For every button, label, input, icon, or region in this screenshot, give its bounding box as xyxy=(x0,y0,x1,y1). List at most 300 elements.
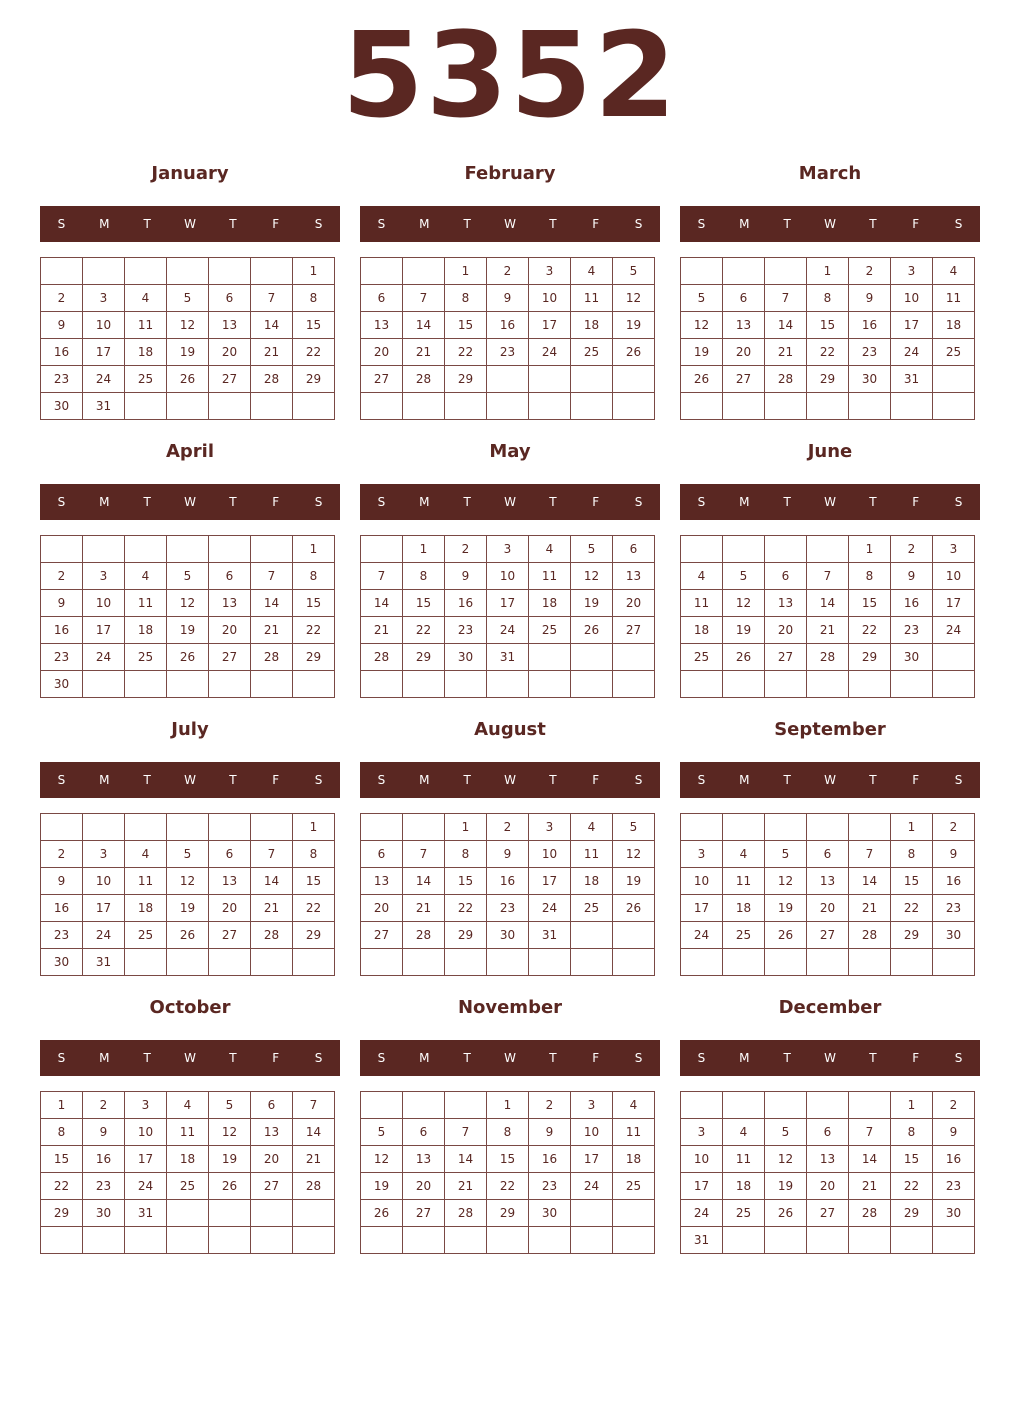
day-cell: 9 xyxy=(487,841,529,868)
day-cell: 25 xyxy=(723,1200,765,1227)
day-cell xyxy=(807,671,849,698)
weekday-label: W xyxy=(184,217,196,231)
week-row xyxy=(681,1200,975,1227)
day-cell: 14 xyxy=(403,868,445,895)
day-cell: 20 xyxy=(723,339,765,366)
day-cell: 16 xyxy=(83,1146,125,1173)
day-cell: 16 xyxy=(487,868,529,895)
day-cell: 3 xyxy=(681,841,723,868)
week-row xyxy=(681,393,975,420)
day-cell: 11 xyxy=(613,1119,655,1146)
day-cell: 16 xyxy=(487,312,529,339)
day-cell: 23 xyxy=(849,339,891,366)
day-cell: 30 xyxy=(41,393,83,420)
day-cell xyxy=(83,536,125,563)
day-cell: 22 xyxy=(487,1173,529,1200)
day-cell: 5 xyxy=(613,258,655,285)
day-cell xyxy=(529,644,571,671)
day-cell: 22 xyxy=(891,895,933,922)
day-cell xyxy=(487,949,529,976)
weekday-label: F xyxy=(912,495,920,509)
week-row xyxy=(361,1173,655,1200)
day-cell: 6 xyxy=(807,841,849,868)
day-cell xyxy=(361,1227,403,1254)
week-row xyxy=(361,868,655,895)
day-cell: 2 xyxy=(487,814,529,841)
day-cell: 3 xyxy=(681,1119,723,1146)
day-cell: 10 xyxy=(83,590,125,617)
day-cell: 2 xyxy=(83,1092,125,1119)
day-cell: 10 xyxy=(891,285,933,312)
day-cell: 20 xyxy=(613,590,655,617)
day-cell xyxy=(571,671,613,698)
day-cell: 29 xyxy=(41,1200,83,1227)
day-cell: 9 xyxy=(83,1119,125,1146)
day-grid xyxy=(360,813,655,976)
day-cell: 21 xyxy=(361,617,403,644)
week-row xyxy=(681,1119,975,1146)
day-cell: 22 xyxy=(293,339,335,366)
day-cell: 13 xyxy=(765,590,807,617)
day-grid xyxy=(360,257,655,420)
weekday-label: T xyxy=(229,495,237,509)
week-row xyxy=(681,841,975,868)
day-cell xyxy=(849,814,891,841)
weekday-label: W xyxy=(184,773,196,787)
day-cell: 6 xyxy=(613,536,655,563)
day-cell xyxy=(167,671,209,698)
day-cell xyxy=(209,1200,251,1227)
weekday-header xyxy=(40,1040,340,1076)
day-cell: 11 xyxy=(571,285,613,312)
weekday-label: F xyxy=(272,773,280,787)
day-cell xyxy=(765,536,807,563)
day-cell: 26 xyxy=(361,1200,403,1227)
day-cell: 22 xyxy=(41,1173,83,1200)
day-cell: 15 xyxy=(293,590,335,617)
week-row xyxy=(361,841,655,868)
week-row xyxy=(361,949,655,976)
day-cell: 20 xyxy=(403,1173,445,1200)
month-title: October xyxy=(149,997,231,1018)
day-cell xyxy=(723,1227,765,1254)
day-cell: 24 xyxy=(681,1200,723,1227)
day-cell xyxy=(933,366,975,393)
day-cell: 26 xyxy=(723,644,765,671)
day-cell: 6 xyxy=(251,1092,293,1119)
day-cell: 24 xyxy=(681,922,723,949)
day-cell: 1 xyxy=(487,1092,529,1119)
day-cell: 7 xyxy=(361,563,403,590)
day-cell: 30 xyxy=(83,1200,125,1227)
day-cell: 1 xyxy=(445,258,487,285)
day-cell: 13 xyxy=(723,312,765,339)
weekday-label: W xyxy=(824,773,836,787)
day-cell: 23 xyxy=(41,644,83,671)
day-cell: 3 xyxy=(529,814,571,841)
weekday-label: T xyxy=(783,217,791,231)
day-cell xyxy=(361,949,403,976)
day-cell: 20 xyxy=(765,617,807,644)
week-row xyxy=(361,393,655,420)
day-cell: 26 xyxy=(765,922,807,949)
weekday-label: T xyxy=(143,1051,151,1065)
weekday-label: W xyxy=(184,1051,196,1065)
day-cell: 19 xyxy=(765,895,807,922)
day-cell: 17 xyxy=(891,312,933,339)
day-cell: 15 xyxy=(403,590,445,617)
week-row xyxy=(361,1200,655,1227)
week-row xyxy=(681,868,975,895)
week-row xyxy=(361,671,655,698)
day-cell xyxy=(209,671,251,698)
day-cell xyxy=(571,366,613,393)
day-cell: 9 xyxy=(849,285,891,312)
day-cell: 22 xyxy=(849,617,891,644)
week-row xyxy=(681,1092,975,1119)
day-cell xyxy=(293,949,335,976)
weekday-header xyxy=(360,206,660,242)
day-cell: 30 xyxy=(41,671,83,698)
day-cell xyxy=(403,671,445,698)
weekday-label: S xyxy=(377,217,386,231)
day-cell: 17 xyxy=(83,617,125,644)
week-row xyxy=(681,1146,975,1173)
day-cell: 10 xyxy=(933,563,975,590)
day-cell: 25 xyxy=(933,339,975,366)
day-cell xyxy=(403,814,445,841)
day-cell: 1 xyxy=(849,536,891,563)
day-cell: 9 xyxy=(487,285,529,312)
day-cell: 17 xyxy=(125,1146,167,1173)
day-cell: 13 xyxy=(209,312,251,339)
week-row xyxy=(41,814,335,841)
day-cell: 17 xyxy=(529,312,571,339)
day-cell xyxy=(613,366,655,393)
day-cell: 23 xyxy=(933,1173,975,1200)
day-cell xyxy=(167,393,209,420)
day-cell xyxy=(681,1092,723,1119)
day-cell: 29 xyxy=(403,644,445,671)
day-cell: 4 xyxy=(125,563,167,590)
week-row xyxy=(41,671,335,698)
day-cell: 4 xyxy=(125,841,167,868)
day-cell: 22 xyxy=(807,339,849,366)
weekday-label: F xyxy=(912,1051,920,1065)
day-cell xyxy=(361,1092,403,1119)
weekday-label: F xyxy=(912,773,920,787)
day-cell: 12 xyxy=(167,590,209,617)
day-cell: 15 xyxy=(891,868,933,895)
day-cell: 26 xyxy=(613,339,655,366)
day-cell: 7 xyxy=(251,841,293,868)
day-cell: 24 xyxy=(571,1173,613,1200)
day-cell: 31 xyxy=(487,644,529,671)
day-cell: 25 xyxy=(529,617,571,644)
day-cell: 4 xyxy=(529,536,571,563)
weekday-label: M xyxy=(739,773,750,787)
day-cell xyxy=(613,1200,655,1227)
day-cell: 28 xyxy=(361,644,403,671)
day-cell: 2 xyxy=(487,258,529,285)
day-cell: 8 xyxy=(41,1119,83,1146)
day-cell: 1 xyxy=(807,258,849,285)
day-cell: 19 xyxy=(209,1146,251,1173)
day-cell xyxy=(125,949,167,976)
day-cell: 9 xyxy=(41,590,83,617)
day-cell: 2 xyxy=(933,1092,975,1119)
day-cell xyxy=(83,258,125,285)
weekday-label: F xyxy=(272,217,280,231)
day-cell xyxy=(487,1227,529,1254)
weekday-label: S xyxy=(57,217,66,231)
day-cell: 22 xyxy=(445,339,487,366)
day-cell: 20 xyxy=(209,895,251,922)
week-row xyxy=(41,536,335,563)
day-cell: 14 xyxy=(251,590,293,617)
weekday-label: T xyxy=(869,1051,877,1065)
day-cell: 13 xyxy=(361,312,403,339)
day-grid xyxy=(360,1091,655,1254)
day-cell: 18 xyxy=(571,312,613,339)
day-cell xyxy=(681,949,723,976)
day-cell: 16 xyxy=(933,1146,975,1173)
day-cell: 5 xyxy=(681,285,723,312)
day-cell: 2 xyxy=(41,285,83,312)
weekday-label: S xyxy=(954,1051,963,1065)
day-cell: 14 xyxy=(251,312,293,339)
day-cell: 18 xyxy=(723,1173,765,1200)
day-cell: 19 xyxy=(167,895,209,922)
weekday-label: S xyxy=(634,773,643,787)
day-cell: 10 xyxy=(529,841,571,868)
day-cell: 5 xyxy=(765,1119,807,1146)
week-row xyxy=(361,285,655,312)
day-cell: 19 xyxy=(613,868,655,895)
day-cell xyxy=(571,949,613,976)
day-cell: 14 xyxy=(403,312,445,339)
day-cell xyxy=(849,1227,891,1254)
day-cell xyxy=(613,393,655,420)
day-cell: 9 xyxy=(529,1119,571,1146)
day-cell xyxy=(933,393,975,420)
day-cell: 14 xyxy=(445,1146,487,1173)
week-row xyxy=(361,814,655,841)
day-grid xyxy=(360,535,655,698)
day-cell: 1 xyxy=(891,814,933,841)
day-cell: 13 xyxy=(807,1146,849,1173)
day-cell: 10 xyxy=(125,1119,167,1146)
day-cell xyxy=(209,258,251,285)
day-cell: 24 xyxy=(83,922,125,949)
day-cell xyxy=(681,393,723,420)
day-cell: 28 xyxy=(251,366,293,393)
day-cell: 18 xyxy=(529,590,571,617)
week-row xyxy=(361,1227,655,1254)
day-cell: 14 xyxy=(251,868,293,895)
day-cell xyxy=(723,1092,765,1119)
day-cell: 28 xyxy=(765,366,807,393)
day-cell: 1 xyxy=(891,1092,933,1119)
day-cell xyxy=(209,393,251,420)
weekday-label: W xyxy=(504,217,516,231)
day-cell xyxy=(487,393,529,420)
day-cell: 20 xyxy=(209,339,251,366)
week-row xyxy=(41,285,335,312)
day-cell: 7 xyxy=(849,1119,891,1146)
day-cell: 20 xyxy=(209,617,251,644)
week-row xyxy=(41,1227,335,1254)
weekday-label: S xyxy=(697,495,706,509)
day-cell: 23 xyxy=(487,895,529,922)
day-cell: 26 xyxy=(167,922,209,949)
day-cell: 19 xyxy=(613,312,655,339)
year-title: 5352 xyxy=(341,6,679,144)
weekday-header xyxy=(680,762,980,798)
day-cell: 16 xyxy=(529,1146,571,1173)
week-row xyxy=(361,1092,655,1119)
day-cell xyxy=(293,393,335,420)
weekday-label: T xyxy=(463,495,471,509)
day-cell xyxy=(723,671,765,698)
day-cell xyxy=(807,536,849,563)
week-row xyxy=(361,339,655,366)
day-cell: 4 xyxy=(167,1092,209,1119)
weekday-label: S xyxy=(697,217,706,231)
day-cell: 5 xyxy=(571,536,613,563)
day-cell: 15 xyxy=(849,590,891,617)
day-cell: 12 xyxy=(765,868,807,895)
day-cell xyxy=(765,814,807,841)
day-cell: 28 xyxy=(849,1200,891,1227)
weekday-label: S xyxy=(634,495,643,509)
day-cell xyxy=(403,393,445,420)
day-cell xyxy=(681,814,723,841)
day-cell xyxy=(403,1092,445,1119)
day-cell xyxy=(891,671,933,698)
day-cell xyxy=(807,1092,849,1119)
day-cell: 5 xyxy=(361,1119,403,1146)
day-grid xyxy=(680,1091,975,1254)
day-cell xyxy=(209,1227,251,1254)
weekday-label: T xyxy=(549,773,557,787)
day-cell xyxy=(403,949,445,976)
weekday-label: F xyxy=(272,495,280,509)
week-row xyxy=(681,895,975,922)
day-cell xyxy=(83,1227,125,1254)
day-cell: 17 xyxy=(529,868,571,895)
weekday-label: T xyxy=(549,1051,557,1065)
weekday-label: S xyxy=(954,773,963,787)
day-cell: 30 xyxy=(41,949,83,976)
day-cell: 15 xyxy=(807,312,849,339)
day-cell: 6 xyxy=(209,563,251,590)
day-cell: 21 xyxy=(251,339,293,366)
day-cell xyxy=(723,949,765,976)
day-cell: 28 xyxy=(849,922,891,949)
day-cell: 23 xyxy=(487,339,529,366)
weekday-header xyxy=(360,762,660,798)
week-row xyxy=(41,949,335,976)
day-cell: 11 xyxy=(571,841,613,868)
day-cell: 9 xyxy=(891,563,933,590)
weekday-label: T xyxy=(143,217,151,231)
day-cell: 22 xyxy=(445,895,487,922)
day-cell: 5 xyxy=(723,563,765,590)
weekday-label: M xyxy=(739,495,750,509)
day-cell: 30 xyxy=(445,644,487,671)
day-cell: 5 xyxy=(167,285,209,312)
day-cell: 8 xyxy=(891,841,933,868)
day-cell: 17 xyxy=(681,895,723,922)
day-cell xyxy=(529,393,571,420)
day-cell: 27 xyxy=(251,1173,293,1200)
week-row xyxy=(361,922,655,949)
week-row xyxy=(41,617,335,644)
day-cell: 19 xyxy=(681,339,723,366)
day-cell xyxy=(125,671,167,698)
day-cell: 22 xyxy=(891,1173,933,1200)
week-row xyxy=(681,285,975,312)
day-cell: 3 xyxy=(83,285,125,312)
day-grid xyxy=(40,813,335,976)
day-cell xyxy=(209,949,251,976)
day-cell: 8 xyxy=(445,285,487,312)
day-cell xyxy=(681,258,723,285)
day-cell: 24 xyxy=(529,339,571,366)
weekday-header xyxy=(680,484,980,520)
day-cell xyxy=(125,258,167,285)
day-cell xyxy=(361,393,403,420)
day-cell: 6 xyxy=(403,1119,445,1146)
day-cell: 24 xyxy=(125,1173,167,1200)
day-cell: 29 xyxy=(293,922,335,949)
day-cell: 2 xyxy=(849,258,891,285)
day-cell: 21 xyxy=(403,339,445,366)
day-cell: 14 xyxy=(807,590,849,617)
day-cell: 6 xyxy=(361,285,403,312)
weekday-label: T xyxy=(463,217,471,231)
day-cell: 17 xyxy=(83,895,125,922)
day-cell: 21 xyxy=(765,339,807,366)
day-cell: 7 xyxy=(403,841,445,868)
day-cell: 10 xyxy=(681,1146,723,1173)
week-row xyxy=(681,536,975,563)
weekday-label: T xyxy=(143,495,151,509)
day-cell: 21 xyxy=(251,895,293,922)
day-cell: 5 xyxy=(209,1092,251,1119)
day-cell: 28 xyxy=(445,1200,487,1227)
day-cell: 24 xyxy=(891,339,933,366)
day-cell xyxy=(445,949,487,976)
day-cell: 11 xyxy=(529,563,571,590)
day-cell: 7 xyxy=(403,285,445,312)
weekday-label: F xyxy=(272,1051,280,1065)
day-cell xyxy=(933,671,975,698)
day-cell: 9 xyxy=(41,312,83,339)
weekday-header xyxy=(360,484,660,520)
day-cell: 6 xyxy=(209,841,251,868)
day-cell: 24 xyxy=(83,366,125,393)
day-cell: 25 xyxy=(125,644,167,671)
day-cell: 1 xyxy=(41,1092,83,1119)
day-cell: 15 xyxy=(293,312,335,339)
day-cell: 21 xyxy=(807,617,849,644)
day-cell: 31 xyxy=(125,1200,167,1227)
weekday-label: T xyxy=(549,495,557,509)
day-cell: 22 xyxy=(293,617,335,644)
day-cell: 29 xyxy=(445,366,487,393)
